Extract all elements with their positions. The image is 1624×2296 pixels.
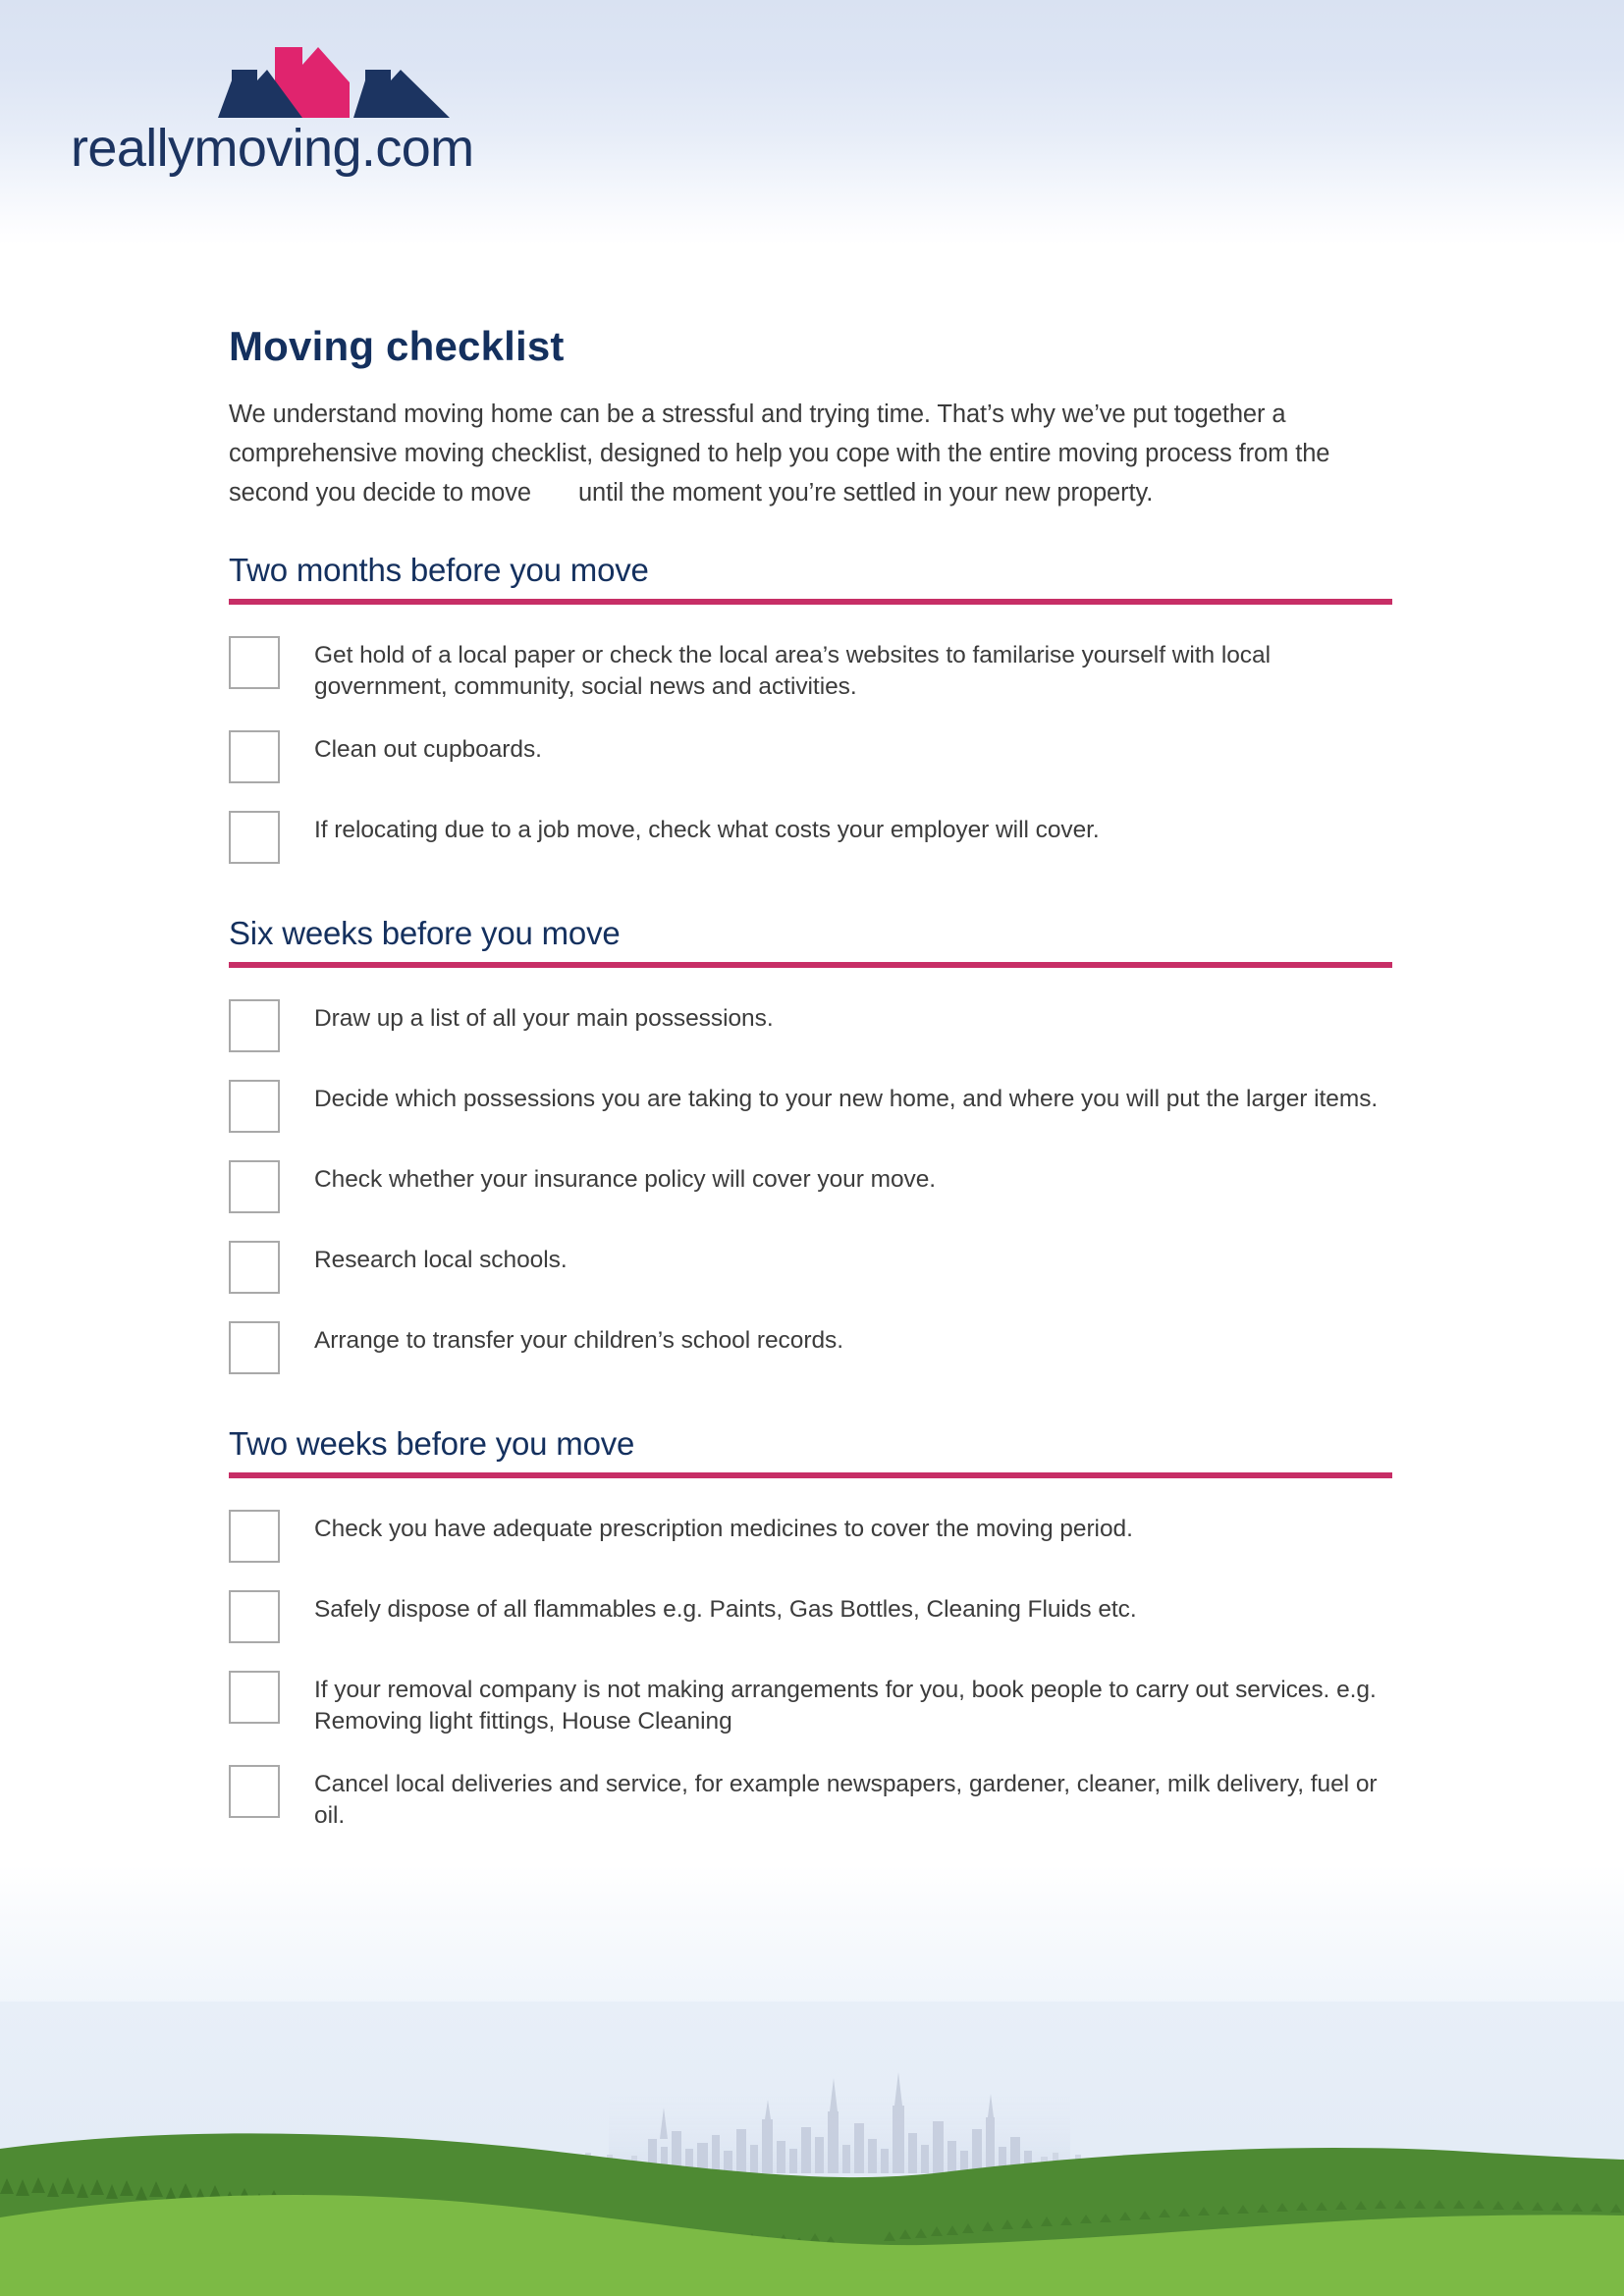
section-heading: Two months before you move (229, 552, 649, 589)
section-heading: Two weeks before you move (229, 1425, 635, 1463)
checklist-item[interactable] (229, 1319, 1397, 1374)
brand-wordmark: reallymoving.com (71, 119, 474, 178)
checkbox[interactable] (229, 1080, 280, 1133)
checklist-item-label: Check you have adequate prescription medicines to cover the moving period. (314, 1516, 1133, 1542)
checklist-item-label: Clean out cupboards. (314, 736, 542, 764)
page-title: Moving checklist (229, 323, 565, 369)
section-divider (229, 599, 1392, 605)
checkbox[interactable] (229, 1510, 280, 1563)
checkbox[interactable] (229, 1765, 280, 1818)
checklist-item[interactable] (229, 1158, 1397, 1213)
checklist-item[interactable] (229, 1239, 1397, 1294)
intro-text-part-1: We understand moving home can be a stressful and trying time. That’s why we’ve put together a comprehensive moving checklist, designed to help you cope with the entire moving process from the second you decide to move (229, 400, 1330, 507)
checklist-item-label: Cancel local deliveries and service, for example newspapers, gardener, cleaner, milk delivery, fuel or oil. (314, 1771, 1378, 1829)
section-spacer (229, 874, 1397, 915)
three-houses-icon (216, 22, 452, 125)
checkbox[interactable] (229, 730, 280, 783)
checklist-item[interactable] (229, 997, 1397, 1052)
checklist-item[interactable] (229, 1669, 1397, 1737)
section-spacer (229, 1384, 1397, 1425)
intro-paragraph (229, 395, 1378, 512)
checklist-item[interactable] (229, 1508, 1397, 1563)
brand-logo[interactable] (71, 22, 591, 208)
checkbox[interactable] (229, 811, 280, 864)
checklist-item[interactable] (229, 634, 1397, 703)
checklist-item[interactable] (229, 1078, 1397, 1133)
intro-text-part-2: until the moment you’re settled in your new property. (577, 479, 1154, 507)
checkbox[interactable] (229, 1671, 280, 1724)
checklist-item-label: Research local schools. (314, 1247, 568, 1274)
checklist-item-label: Draw up a list of all your main possessions. (314, 1005, 774, 1033)
page-header (0, 0, 1624, 245)
checklist-item-label: Arrange to transfer your children’s school records. (314, 1327, 843, 1355)
checklist-item-label: Check whether your insurance policy will cover your move. (314, 1166, 937, 1194)
checklist-section-six-weeks (229, 915, 1397, 1374)
section-divider (229, 962, 1392, 968)
checkbox[interactable] (229, 1241, 280, 1294)
checklist-item[interactable] (229, 809, 1397, 864)
checkbox[interactable] (229, 636, 280, 689)
checkbox[interactable] (229, 1160, 280, 1213)
footer-landscape-illustration (0, 2002, 1624, 2296)
checklist-item[interactable] (229, 728, 1397, 783)
checklist-item-label: If your removal company is not making arrangements for you, book people to carry out services. e.g. Removing light fittings, House Cleaning (314, 1677, 1377, 1735)
checkbox[interactable] (229, 1321, 280, 1374)
checklist-items (229, 1508, 1397, 1832)
checklist-item[interactable] (229, 1763, 1397, 1832)
checklist-item-label: Safely dispose of all flammables e.g. Paints, Gas Bottles, Cleaning Fluids etc. (314, 1596, 1137, 1623)
section-divider (229, 1472, 1392, 1478)
checkbox[interactable] (229, 1590, 280, 1643)
section-heading: Six weeks before you move (229, 915, 621, 952)
checklist-section-two-weeks (229, 1425, 1397, 1832)
document-body (229, 324, 1397, 1842)
checklist-item[interactable] (229, 1588, 1397, 1643)
checkbox[interactable] (229, 999, 280, 1052)
checklist-item-label: Decide which possessions you are taking to your new home, and where you will put the larger items. (314, 1086, 1379, 1113)
checklist-item-label: If relocating due to a job move, check what costs your employer will cover. (314, 817, 1100, 844)
checklist-items (229, 997, 1397, 1374)
checklist-section-two-months (229, 552, 1397, 864)
checklist-item-label: Get hold of a local paper or check the local area’s websites to familarise yourself with local government, community, social news and activities. (314, 642, 1271, 701)
checklist-items (229, 634, 1397, 864)
